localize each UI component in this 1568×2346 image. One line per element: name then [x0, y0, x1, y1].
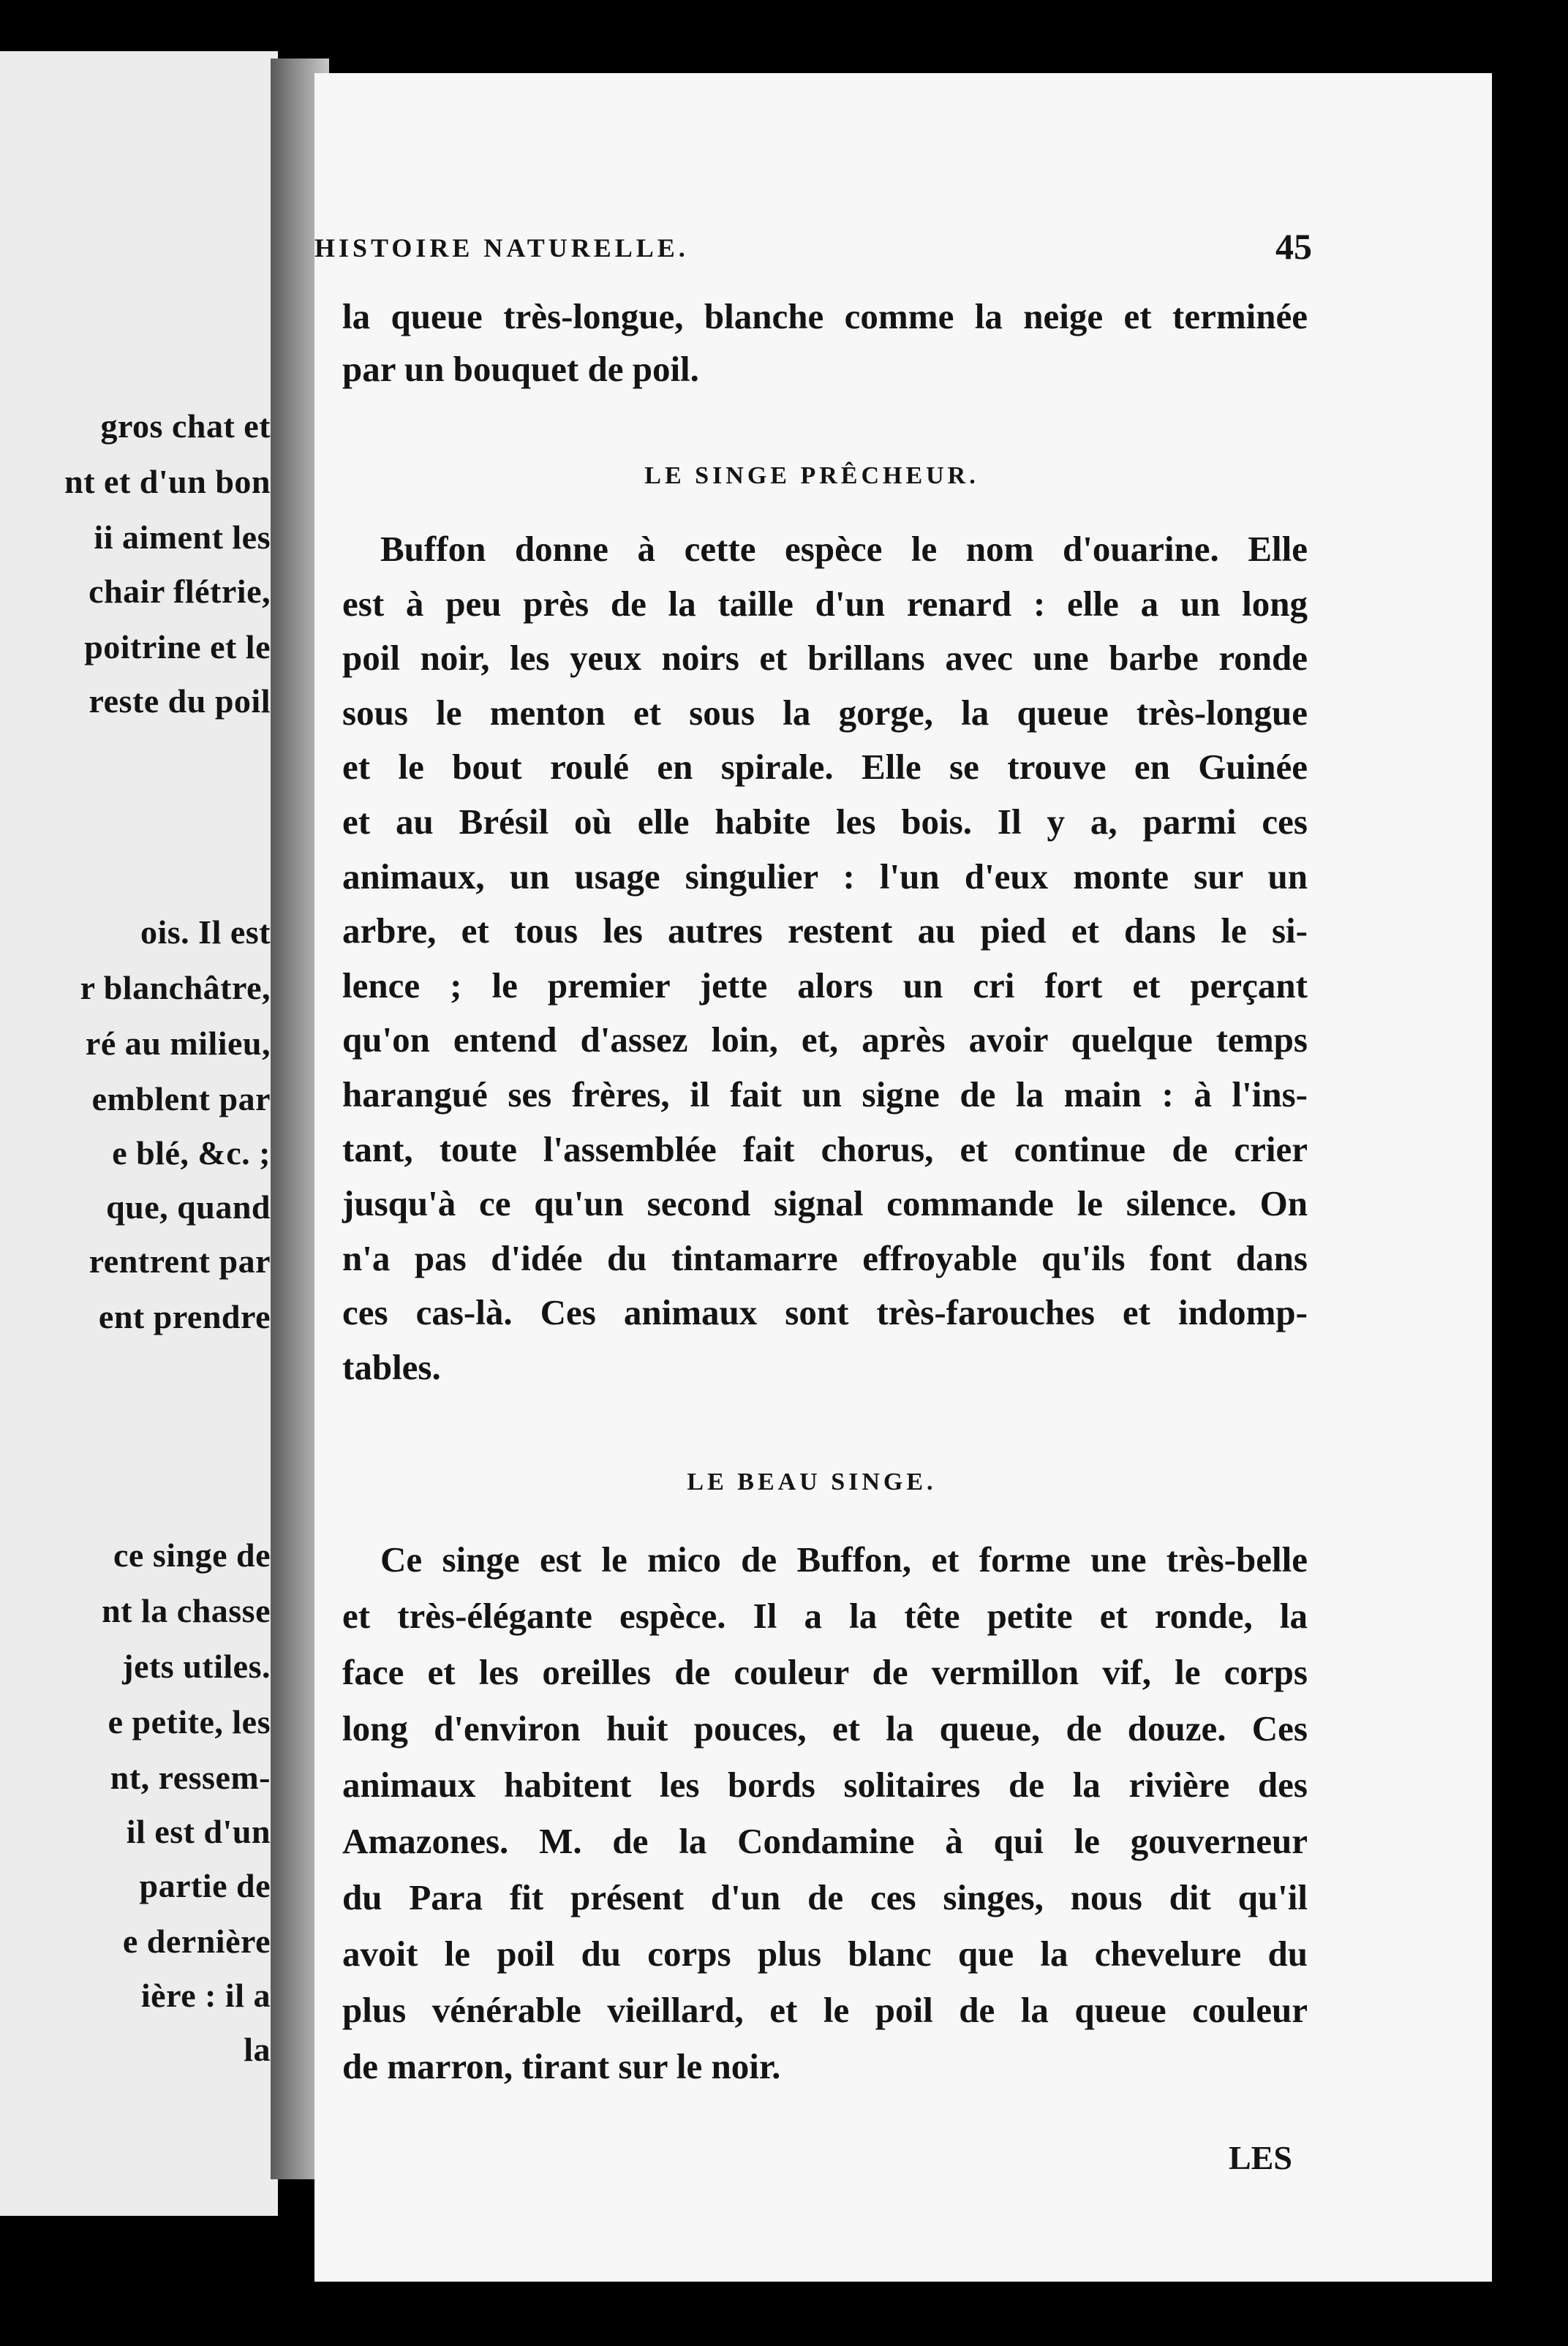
page-number: 45	[1275, 226, 1312, 267]
left-page-line: ière : il a	[140, 1977, 271, 2014]
section1-line: et au Brésil où elle habite les bois. Il y a, parmi ces	[342, 802, 1308, 842]
section2-line: et très-élégante espèce. Il a la tête petite et ronde, la	[342, 1596, 1308, 1636]
section1-line: harangué ses frères, il fait un signe de la main : à l'ins-	[342, 1074, 1308, 1114]
section1-line: jusqu'à ce qu'un second signal commande le silence. On	[342, 1183, 1308, 1224]
left-page-line: e dernière	[122, 1923, 271, 1960]
left-page-line: ent prendre	[98, 1298, 271, 1335]
section1-line: lence ; le premier jette alors un cri fort et perçant	[342, 965, 1308, 1006]
section1-line: tant, toute l'assemblée fait chorus, et continue de crier	[342, 1128, 1308, 1169]
left-page-line: e blé, &c. ;	[112, 1134, 271, 1172]
intro-line: la queue très-longue, blanche comme la neige et terminée	[342, 296, 1308, 336]
left-page-line: nt la chasse	[102, 1592, 271, 1629]
section1-line: ces cas-là. Ces animaux sont très-farouches et indomp-	[342, 1292, 1308, 1333]
left-page-line: ré au milieu,	[85, 1025, 271, 1062]
section2-line: avoit le poil du corps plus blanc que la chevelure du	[342, 1934, 1308, 1974]
section2-line: animaux habitent les bords solitaires de la rivière des	[342, 1765, 1308, 1805]
section2-line: de marron, tirant sur le noir.	[342, 2046, 781, 2086]
section-heading-beau-singe: LE BEAU SINGE.	[687, 1468, 937, 1496]
left-page-line: ce singe de	[113, 1536, 271, 1574]
left-page-line: la	[244, 2031, 271, 2068]
section2-line: plus vénérable vieillard, et le poil de la queue couleur	[342, 1990, 1308, 2030]
left-page-line: ois. Il est	[140, 913, 271, 951]
left-page-line: reste du poil	[88, 682, 271, 720]
section2-line: long d'environ huit pouces, et la queue, de douze. Ces	[342, 1708, 1308, 1749]
section1-line: arbre, et tous les autres restent au pied et dans le si-	[342, 910, 1308, 951]
left-page-line: poitrine et le	[84, 628, 271, 665]
section2-line: face et les oreilles de couleur de vermillon vif, le corps	[342, 1652, 1308, 1692]
left-page-line: partie de	[139, 1867, 271, 1904]
left-page-line: ii aiment les	[94, 518, 271, 556]
catchword: LES	[1229, 2139, 1292, 2176]
section1-line: animaux, un usage singulier : l'un d'eux monte sur un	[342, 856, 1308, 897]
left-page-line: r blanchâtre,	[80, 969, 271, 1006]
section2-line: Ce singe est le mico de Buffon, et forme une très-belle	[380, 1539, 1308, 1580]
left-page-line: e petite, les	[108, 1703, 271, 1740]
section1-line: poil noir, les yeux noirs et brillans avec une barbe ronde	[342, 638, 1308, 679]
section1-line: sous le menton et sous la gorge, la queue très-longue	[342, 692, 1308, 733]
section1-line: tables.	[342, 1347, 441, 1387]
section-heading-singe-precheur: LE SINGE PRÊCHEUR.	[644, 462, 979, 489]
left-page-line: gros chat et	[100, 407, 271, 445]
left-page-line: nt et d'un bon	[64, 463, 271, 500]
left-page-line: chair flétrie,	[88, 573, 271, 610]
section1-line: Buffon donne à cette espèce le nom d'ouarine. Elle	[380, 529, 1308, 569]
section1-line: et le bout roulé en spirale. Elle se trouve en Guinée	[342, 747, 1308, 788]
left-page-line: il est d'un	[126, 1813, 271, 1850]
left-page-line: que, quand	[106, 1188, 271, 1226]
section1-line: est à peu près de la taille d'un renard : elle a un long	[342, 583, 1308, 624]
section1-line: n'a pas d'idée du tintamarre effroyable qu'ils font dans	[342, 1237, 1308, 1278]
intro-line: par un bouquet de poil.	[342, 349, 699, 389]
section2-line: Amazones. M. de la Condamine à qui le gouverneur	[342, 1821, 1308, 1861]
running-title: HISTOIRE NATURELLE.	[314, 233, 689, 263]
left-page-fragment	[0, 51, 278, 2216]
section2-line: du Para fit présent d'un de ces singes, nous dit qu'il	[342, 1877, 1308, 1917]
left-page-line: rentrent par	[88, 1242, 271, 1280]
left-page-line: nt, ressem-	[110, 1759, 271, 1796]
section1-line: qu'on entend d'assez loin, et, après avoir quelque temps	[342, 1019, 1308, 1060]
left-page-line: jets utiles.	[122, 1648, 271, 1685]
left-page-line: emblent par	[91, 1080, 271, 1117]
